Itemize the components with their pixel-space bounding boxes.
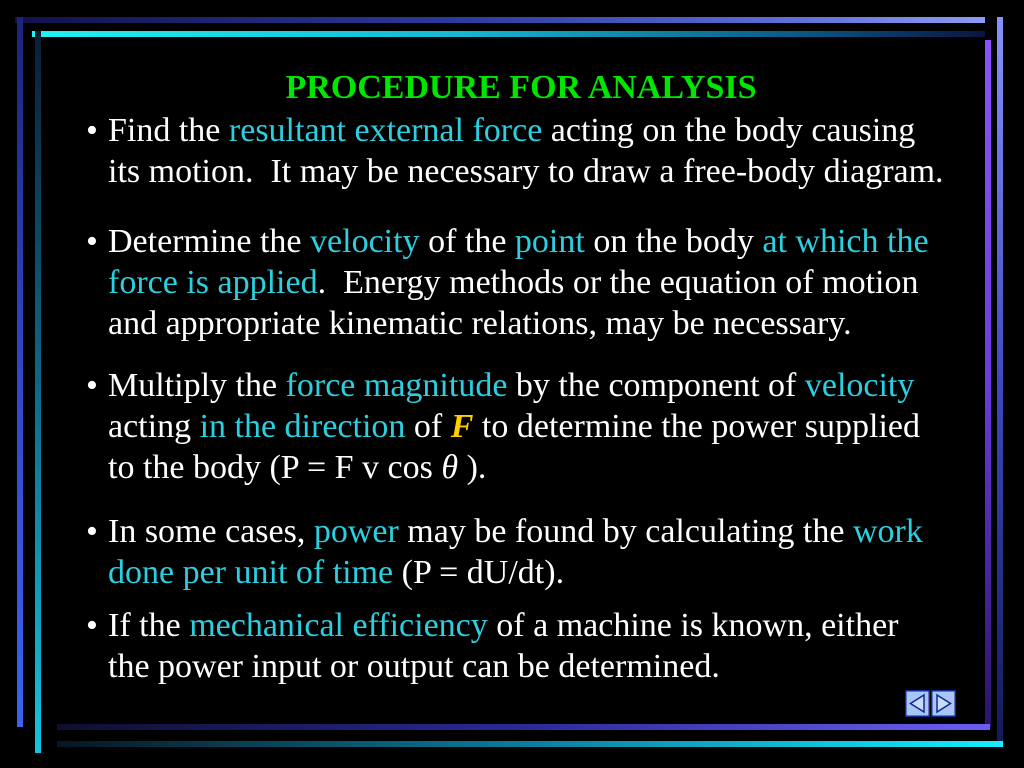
frame-line-right-outer [997,17,1003,747]
force-symbol: F [450,408,474,445]
frame-line-bottom-inner [57,724,990,730]
text-segment: ). [458,449,487,486]
text-segment: Multiply the [108,367,286,404]
bullet-text [108,365,920,488]
text-segment: and appropriate kinematic relations, may be necessary. [108,305,852,342]
text-line [108,365,920,406]
right-arrow-icon [931,690,956,717]
text-line [108,221,929,262]
text-segment: on the body [584,223,763,260]
highlighted-term: force magnitude [285,367,508,404]
text-line [108,406,920,447]
frame-line-bottom-outer [57,741,1003,747]
frame-line-left-outer [17,17,23,727]
highlighted-term: done per unit of time [108,554,394,591]
theta-symbol: θ [441,449,459,486]
highlighted-term: force is applied [108,264,318,301]
bullet-marker: • [86,513,98,550]
highlighted-term: velocity [804,367,915,404]
bullet-marker: • [86,223,98,260]
text-segment: may be found by calculating the [398,513,853,550]
frame-line-right-inner [985,40,991,727]
previous-slide-button[interactable] [905,690,930,717]
text-line [108,511,923,552]
text-segment: by the component of [507,367,805,404]
highlighted-term: power [313,513,399,550]
left-arrow-icon [905,690,930,717]
text-segment: In some cases, [108,513,314,550]
text-segment: the power input or output can be determined. [108,648,720,685]
bullet-marker: • [86,367,98,404]
text-line [108,110,944,151]
frame-line-top-inner [32,31,985,37]
text-segment: (P = dU/dt). [393,554,565,591]
highlighted-term: velocity [310,223,420,260]
bullet-marker: • [86,112,98,149]
text-segment: of [405,408,451,445]
highlighted-term: mechanical efficiency [189,607,488,644]
text-line [108,605,899,646]
highlighted-term: in the direction [199,408,406,445]
bullet-text [108,605,899,687]
bullet-text [108,511,923,593]
slide-title: PROCEDURE FOR ANALYSIS [285,69,757,106]
text-segment: Find the [108,112,229,149]
highlighted-term: work [852,513,923,550]
text-line [108,262,929,303]
text-segment: of a machine is known, either [487,607,899,644]
highlighted-term: at which the [762,223,929,260]
text-segment: . Energy methods or the equation of motion [317,264,919,301]
text-line [108,151,944,192]
text-segment: to determine the power supplied [473,408,921,445]
bullet-text [108,110,944,192]
highlighted-term: resultant external force [228,112,543,149]
bullet-text [108,221,929,344]
text-segment: Determine the [108,223,311,260]
next-slide-button[interactable] [931,690,956,717]
frame-line-left-inner [35,31,41,753]
text-segment: to the body (P = F v cos [108,449,442,486]
text-line [108,646,899,687]
text-segment: acting [108,408,200,445]
text-segment: If the [108,607,190,644]
text-line [108,303,929,344]
frame-line-top-outer [15,17,985,23]
bullet-marker: • [86,607,98,644]
text-line [108,552,923,593]
text-segment: of the [419,223,515,260]
text-segment: acting on the body causing [542,112,916,149]
text-line [108,447,920,488]
highlighted-term: point [514,223,585,260]
text-segment: its motion. It may be necessary to draw a free-body diagram. [108,153,944,190]
